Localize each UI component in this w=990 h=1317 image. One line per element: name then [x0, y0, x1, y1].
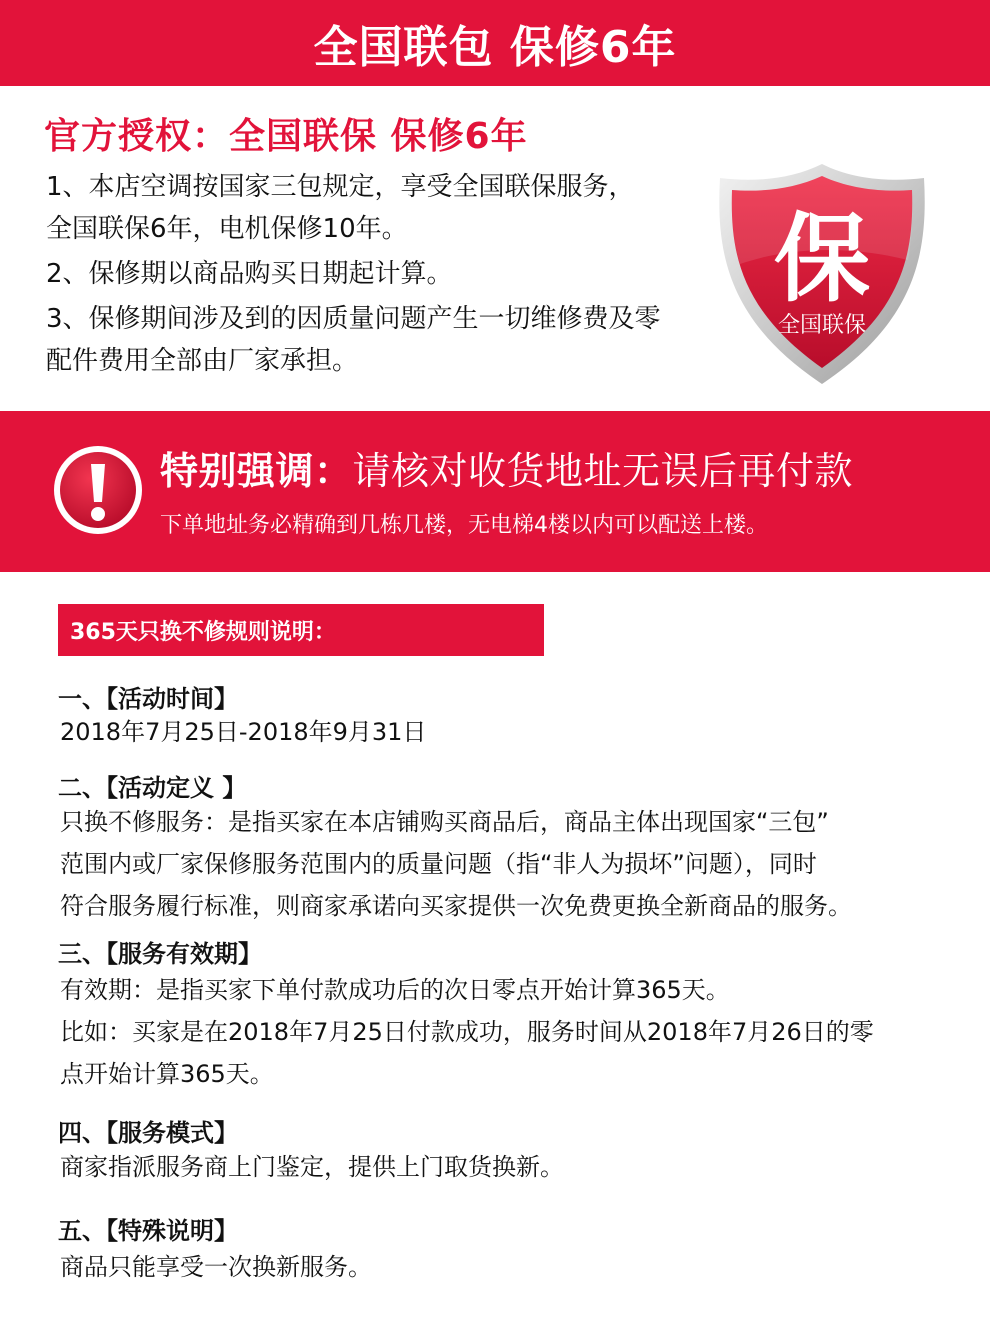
warranty-item: 1、本店空调按国家三包规定，享受全国联保服务， 全国联保6年，电机保修10年。: [46, 172, 635, 244]
shield-icon: [712, 160, 932, 388]
section-body: 有效期：是指买家下单付款成功后的次日零点开始计算365天。 比如：买家是在2018年7月25日付款成功，服务时间从2018年7月26日的零 点开始计算365天。: [60, 976, 874, 1088]
section-body: 商品只能享受一次换新服务。: [60, 1253, 372, 1281]
notice-headline: [160, 440, 853, 495]
shield-caption: 全国联保: [777, 313, 867, 338]
section-heading: 四、【服务模式】: [58, 1119, 238, 1147]
section-heading: 一、【活动时间】: [58, 685, 238, 713]
section-body: 2018年7月25日-2018年9月31日: [60, 718, 427, 746]
shield-character: 保: [774, 203, 870, 315]
warranty-title: 官方授权：全国联保 保修6年: [44, 116, 528, 157]
notice-message: 请核对收货地址无误后再付款: [352, 449, 854, 493]
section-heading: 三、【服务有效期】: [58, 940, 262, 968]
warranty-list: [46, 166, 716, 385]
section-body: 商家指派服务商上门鉴定，提供上门取货换新。: [60, 1153, 564, 1181]
rules-tag: 365天只换不修规则说明：: [58, 604, 544, 656]
warranty-item: 3、保修期间涉及到的因质量问题产生一切维修费及零 配件费用全部由厂家承担。: [46, 304, 661, 376]
section-body: 只换不修服务：是指买家在本店铺购买商品后，商品主体出现国家“三包” 范围内或厂家保修服务范围内的质量问题（指“非人为损坏”问题），同时 符合服务履行标准，则商家承诺向买家提供一次免费更换全新商品的服务。: [60, 808, 852, 920]
top-banner-title: 全国联包 保修6年: [313, 22, 677, 73]
exclamation-icon: [52, 444, 144, 536]
section-heading: 五、【特殊说明】: [58, 1217, 238, 1245]
warranty-item: 2、保修期以商品购买日期起计算。: [46, 259, 453, 289]
top-banner: [0, 0, 990, 86]
section-heading: 二、【活动定义 】: [58, 774, 247, 802]
notice-label: 特别强调：: [160, 449, 353, 493]
notice-subtext: 下单地址务必精确到几栋几楼，无电梯4楼以内可以配送上楼。: [160, 513, 768, 538]
